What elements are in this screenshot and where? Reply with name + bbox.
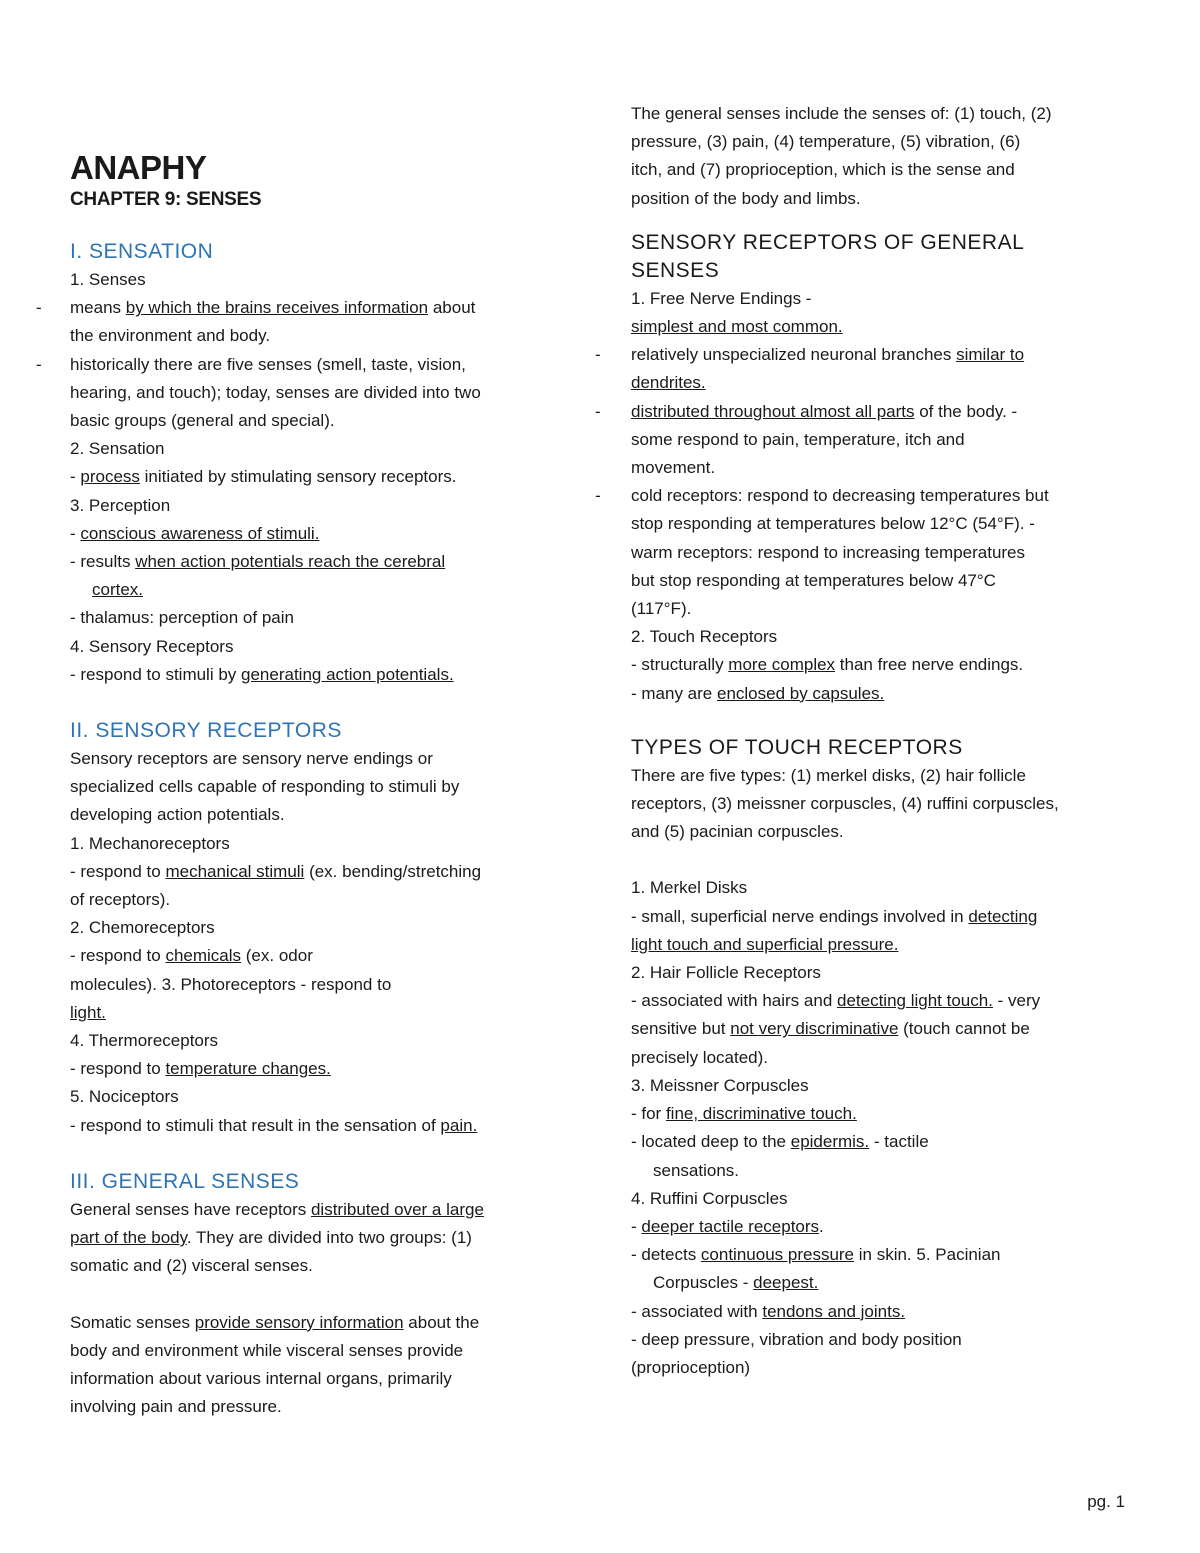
right-column xyxy=(595,100,1141,1382)
text-line: molecules). 3. Photoreceptors - respond to xyxy=(70,974,392,994)
text-line: 1. Merkel Disks xyxy=(631,878,748,898)
section-heading-sensory-receptors: II. SENSORY RECEPTORS xyxy=(70,719,342,743)
text-line: (117°F). xyxy=(631,599,692,619)
text-line: 2. Hair Follicle Receptors xyxy=(631,963,821,983)
text-line: pressure, (3) pain, (4) temperature, (5) vibration, (6) xyxy=(631,132,1021,152)
section-heading-touch-receptors: TYPES OF TOUCH RECEPTORS xyxy=(631,735,963,759)
bullet-line: - distributed throughout almost all parts of the body. - xyxy=(631,398,1141,426)
text-line: - for fine, discriminative touch. xyxy=(631,1104,857,1124)
text-line: Sensory receptors are sensory nerve endings or xyxy=(70,749,433,769)
text-line: the environment and body. xyxy=(70,326,271,346)
text-line: sensitive but not very discriminative (touch cannot be xyxy=(631,1019,1030,1039)
text-line: precisely located). xyxy=(631,1047,769,1067)
document-title: ANAPHY xyxy=(70,149,207,186)
text-line: basic groups (general and special). xyxy=(70,411,335,431)
text-line: light. xyxy=(70,1002,106,1022)
section-heading-sensory-receptors-general: SENSORY RECEPTORS OF GENERAL xyxy=(631,230,1025,254)
text-line: The general senses include the senses of: (1) touch, (2) xyxy=(631,104,1052,123)
text-line: 2. Touch Receptors xyxy=(631,627,778,647)
page-number: pg. 1 xyxy=(1087,1492,1125,1511)
text-line: 4. Sensory Receptors xyxy=(70,636,234,656)
text-line: some respond to pain, temperature, itch and xyxy=(631,429,965,449)
text-line: information about various internal organs, primarily xyxy=(70,1368,452,1388)
bullet-dash: - xyxy=(595,401,601,421)
text-line: part of the body. They are divided into two groups: (1) xyxy=(70,1228,472,1248)
text-line: - results when action potentials reach the cerebral xyxy=(70,552,446,572)
text-line: - small, superficial nerve endings involved in detecting xyxy=(631,906,1038,926)
text-line: 1. Free Nerve Endings - xyxy=(631,288,812,308)
text-line: developing action potentials. xyxy=(70,805,285,825)
bullet-line: - cold receptors: respond to decreasing temperatures but xyxy=(631,482,1141,510)
text-line: - thalamus: perception of pain xyxy=(70,608,294,628)
text-line: receptors, (3) meissner corpuscles, (4) ruffini corpuscles, xyxy=(631,794,1059,814)
text-line: 4. Ruffini Corpuscles xyxy=(631,1188,788,1208)
text-line: involving pain and pressure. xyxy=(70,1397,282,1417)
text-line: and (5) pacinian corpuscles. xyxy=(631,822,844,842)
bullet-dash: - xyxy=(36,298,42,318)
left-column xyxy=(36,149,570,1421)
bullet-dash: - xyxy=(36,354,42,374)
text-line: - respond to chemicals (ex. odor xyxy=(70,946,313,966)
text-line: - many are enclosed by capsules. xyxy=(631,683,885,703)
text-line: - detects continuous pressure in skin. 5. Pacinian xyxy=(631,1245,1001,1265)
text-line: 5. Nociceptors xyxy=(70,1087,179,1107)
bullet-line: - means by which the brains receives information about xyxy=(70,294,570,322)
text-line: - located deep to the epidermis. - tactile xyxy=(631,1132,929,1152)
text-line: 1. Senses xyxy=(70,270,146,289)
bullet-line: - historically there are five senses (smell, taste, vision, xyxy=(70,351,570,379)
bullet-dash: - xyxy=(595,486,601,506)
section-heading-sensation: I. SENSATION xyxy=(70,240,214,263)
text-line: - associated with hairs and detecting light touch. - very xyxy=(631,991,1041,1011)
text-line: - process initiated by stimulating sensory receptors. xyxy=(70,467,457,487)
text-line: - conscious awareness of stimuli. xyxy=(70,523,320,543)
text-line: 4. Thermoreceptors xyxy=(70,1031,219,1051)
text-line: 3. Perception xyxy=(70,495,171,515)
text-line: - deeper tactile receptors. xyxy=(631,1216,824,1236)
text-line: General senses have receptors distributed over a large xyxy=(70,1199,484,1219)
text-line: position of the body and limbs. xyxy=(631,188,861,208)
text-line: - deep pressure, vibration and body position xyxy=(631,1329,962,1349)
bullet-line: - relatively unspecialized neuronal branches similar to xyxy=(631,341,1141,369)
text-line: - respond to temperature changes. xyxy=(70,1059,331,1079)
text-line: itch, and (7) proprioception, which is the sense and xyxy=(631,160,1015,180)
chapter-subtitle: CHAPTER 9: SENSES xyxy=(70,189,262,210)
section-heading-general-senses: III. GENERAL SENSES xyxy=(70,1169,300,1193)
text-line: 3. Meissner Corpuscles xyxy=(631,1075,809,1095)
text-line: - associated with tendons and joints. xyxy=(631,1301,906,1321)
text-line: - structurally more complex than free nerve endings. xyxy=(631,655,1024,675)
text-line: movement. xyxy=(631,458,716,478)
text-line: 1. Mechanoreceptors xyxy=(70,833,230,853)
text-line: specialized cells capable of responding to stimuli by xyxy=(70,777,460,797)
text-line: Somatic senses provide sensory information about the xyxy=(70,1312,480,1332)
text-line: simplest and most common. xyxy=(631,317,843,337)
text-line: body and environment while visceral senses provide xyxy=(70,1340,464,1360)
text-line: (proprioception) xyxy=(631,1357,751,1377)
text-line: warm receptors: respond to increasing temperatures xyxy=(631,542,1026,562)
text-line: but stop responding at temperatures below 47°C xyxy=(631,570,996,590)
text-line: dendrites. xyxy=(631,373,706,393)
section-heading-sensory-receptors-general-cont: SENSES xyxy=(631,258,720,282)
text-line: - respond to mechanical stimuli (ex. bending/stretching xyxy=(70,861,482,881)
text-line: sensations. xyxy=(653,1160,739,1180)
text-line: hearing, and touch); today, senses are divided into two xyxy=(70,382,481,402)
text-line: cortex. xyxy=(92,580,144,600)
text-line: of receptors). xyxy=(70,890,171,910)
text-line: - respond to stimuli that result in the sensation of pain. xyxy=(70,1115,478,1135)
text-line: stop responding at temperatures below 12°C (54°F). - xyxy=(631,514,1035,534)
text-line: light touch and superficial pressure. xyxy=(631,934,899,954)
text-line: There are five types: (1) merkel disks, (2) hair follicle xyxy=(631,765,1026,785)
text-line: somatic and (2) visceral senses. xyxy=(70,1256,313,1276)
text-line: - respond to stimuli by generating action potentials. xyxy=(70,664,454,684)
text-line: 2. Sensation xyxy=(70,439,165,459)
bullet-dash: - xyxy=(595,345,601,365)
text-line: 2. Chemoreceptors xyxy=(70,918,215,938)
text-line: Corpuscles - deepest. xyxy=(653,1273,819,1293)
